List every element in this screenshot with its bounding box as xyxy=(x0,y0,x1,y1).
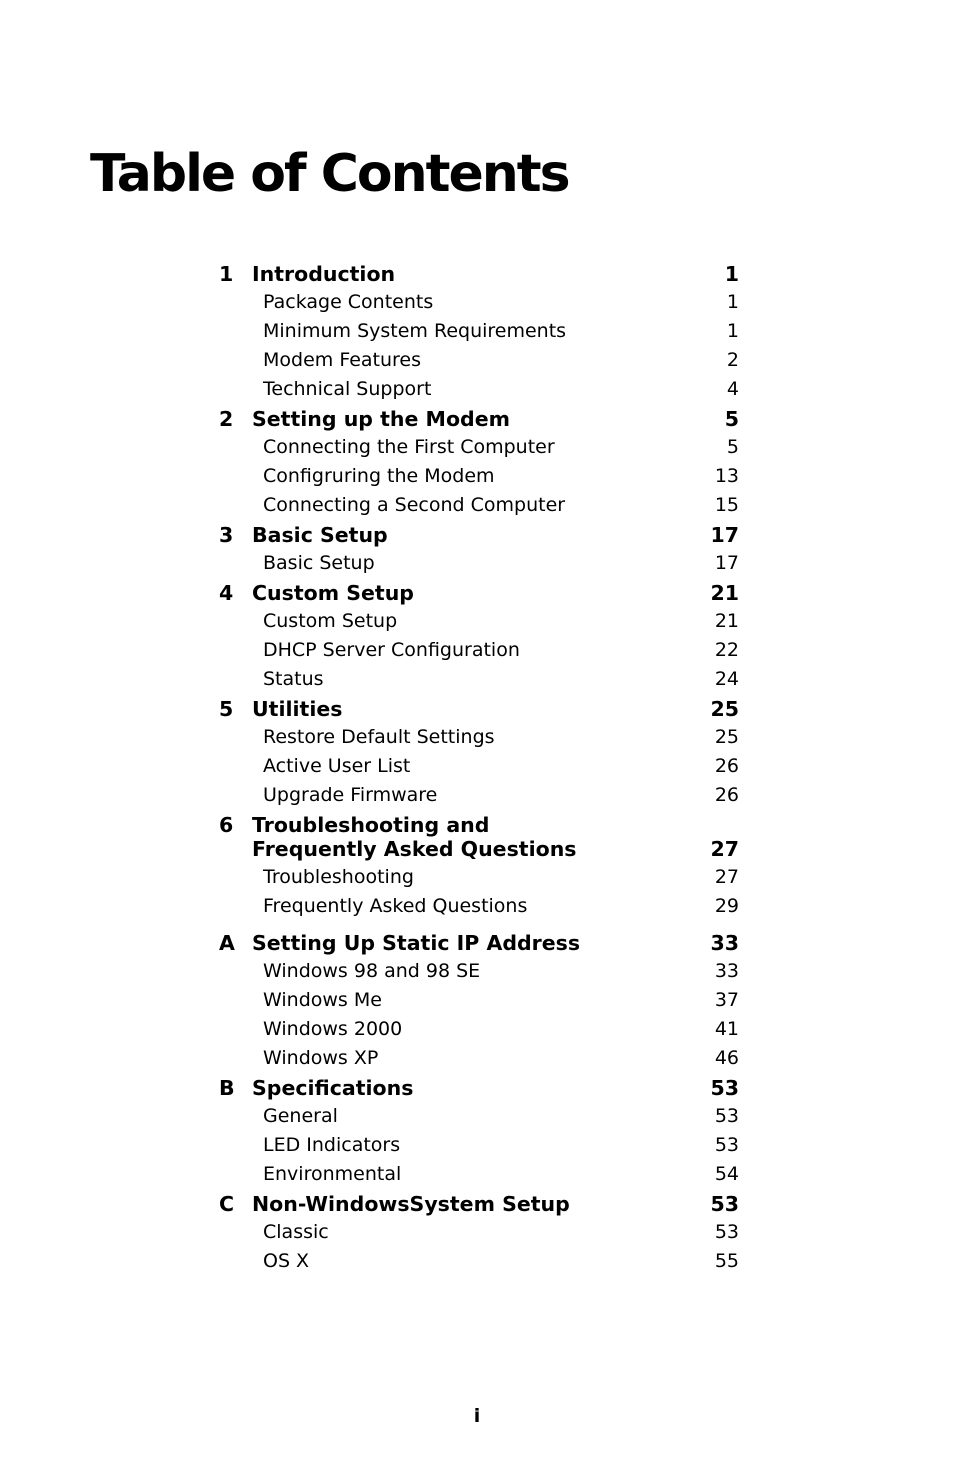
toc-section-entry[interactable] xyxy=(219,1250,739,1274)
toc-section-entry[interactable] xyxy=(219,866,739,890)
section-page-number: 53 xyxy=(714,1221,739,1243)
chapter-number: 5 xyxy=(219,697,234,721)
page-number: i xyxy=(473,1405,481,1427)
section-page-number: 53 xyxy=(714,1134,739,1156)
chapter-number: 1 xyxy=(219,262,234,286)
toc-chapter-entry[interactable] xyxy=(219,697,739,721)
section-page-number: 26 xyxy=(714,784,739,806)
section-page-number: 21 xyxy=(714,610,739,632)
chapter-page-number: 33 xyxy=(710,931,739,955)
section-page-number: 4 xyxy=(726,378,739,400)
section-title: General xyxy=(263,1105,338,1127)
chapter-title: Troubleshooting and xyxy=(252,813,490,837)
chapter-title: Custom Setup xyxy=(252,581,414,605)
section-title: Connecting the First Computer xyxy=(263,436,555,458)
section-title: Windows XP xyxy=(263,1047,379,1069)
section-title: Status xyxy=(263,668,324,690)
section-title: DHCP Server Configuration xyxy=(263,639,520,661)
toc-section-entry[interactable] xyxy=(219,1163,739,1187)
toc-section-entry[interactable] xyxy=(219,291,739,315)
toc-chapter-entry[interactable] xyxy=(219,1076,739,1100)
section-page-number: 2 xyxy=(726,349,739,371)
section-page-number: 29 xyxy=(714,895,739,917)
toc-chapter-entry[interactable] xyxy=(219,581,739,605)
section-title: Package Contents xyxy=(263,291,434,313)
section-page-number: 13 xyxy=(714,465,739,487)
toc-chapter-entry[interactable] xyxy=(219,523,739,547)
section-page-number: 37 xyxy=(714,989,739,1011)
section-title: Basic Setup xyxy=(263,552,375,574)
section-title: OS X xyxy=(263,1250,310,1272)
toc-section-entry[interactable] xyxy=(219,755,739,779)
toc-section-entry[interactable] xyxy=(219,668,739,692)
section-page-number: 55 xyxy=(714,1250,739,1272)
chapter-page-number: 53 xyxy=(710,1192,739,1216)
toc-chapter-entry[interactable] xyxy=(219,407,739,431)
section-page-number: 1 xyxy=(726,320,739,342)
section-page-number: 22 xyxy=(714,639,739,661)
chapter-page-number: 17 xyxy=(710,523,739,547)
section-title: Custom Setup xyxy=(263,610,398,632)
chapter-number: A xyxy=(219,931,235,955)
toc-section-entry[interactable] xyxy=(219,465,739,489)
chapter-page-number: 21 xyxy=(710,581,739,605)
section-page-number: 25 xyxy=(714,726,739,748)
toc-chapter-entry[interactable] xyxy=(219,931,739,955)
toc-section-entry[interactable] xyxy=(219,784,739,808)
chapter-page-number: 27 xyxy=(710,837,739,861)
toc-chapter-entry[interactable] xyxy=(219,1192,739,1216)
section-page-number: 33 xyxy=(714,960,739,982)
chapter-page-number: 25 xyxy=(710,697,739,721)
section-title: Windows Me xyxy=(263,989,382,1011)
chapter-page-number: 5 xyxy=(724,407,739,431)
section-title: Windows 2000 xyxy=(263,1018,403,1040)
toc-section-entry[interactable] xyxy=(219,1047,739,1071)
toc-section-entry[interactable] xyxy=(219,494,739,518)
chapter-number: B xyxy=(219,1076,235,1100)
toc-section-entry[interactable] xyxy=(219,349,739,373)
toc-section-entry[interactable] xyxy=(219,610,739,634)
toc-chapter-entry[interactable] xyxy=(219,262,739,286)
section-page-number: 24 xyxy=(714,668,739,690)
chapter-number: 3 xyxy=(219,523,234,547)
toc-chapter-entry[interactable] xyxy=(219,813,739,861)
section-title: Technical Support xyxy=(263,378,432,400)
chapter-number: 2 xyxy=(219,407,234,431)
toc-section-entry[interactable] xyxy=(219,726,739,750)
section-title: Configruring the Modem xyxy=(263,465,495,487)
section-page-number: 27 xyxy=(714,866,739,888)
section-page-number: 17 xyxy=(714,552,739,574)
toc-section-entry[interactable] xyxy=(219,436,739,460)
chapter-page-number: 1 xyxy=(724,262,739,286)
page-title: Table of Contents xyxy=(90,144,569,204)
section-title: Classic xyxy=(263,1221,329,1243)
chapter-title: Non-WindowsSystem Setup xyxy=(252,1192,570,1216)
chapter-number: 6 xyxy=(219,813,234,837)
section-title: Connecting a Second Computer xyxy=(263,494,566,516)
section-title: Upgrade Firmware xyxy=(263,784,438,806)
section-title: Restore Default Settings xyxy=(263,726,495,748)
section-title: LED Indicators xyxy=(263,1134,401,1156)
chapter-number: C xyxy=(219,1192,235,1216)
toc-section-entry[interactable] xyxy=(219,1018,739,1042)
chapter-title: Introduction xyxy=(252,262,396,286)
section-page-number: 53 xyxy=(714,1105,739,1127)
section-page-number: 1 xyxy=(726,291,739,313)
toc-section-entry[interactable] xyxy=(219,1134,739,1158)
toc-section-entry[interactable] xyxy=(219,895,739,919)
section-title: Environmental xyxy=(263,1163,402,1185)
chapter-title: Basic Setup xyxy=(252,523,388,547)
section-title: Modem Features xyxy=(263,349,422,371)
toc-section-entry[interactable] xyxy=(219,320,739,344)
toc-section-entry[interactable] xyxy=(219,989,739,1013)
section-page-number: 5 xyxy=(726,436,739,458)
toc-section-entry[interactable] xyxy=(219,960,739,984)
chapter-title: Specifications xyxy=(252,1076,414,1100)
toc-section-entry[interactable] xyxy=(219,1221,739,1245)
section-title: Troubleshooting xyxy=(263,866,414,888)
toc-section-entry[interactable] xyxy=(219,1105,739,1129)
section-title: Minimum System Requirements xyxy=(263,320,567,342)
section-title: Active User List xyxy=(263,755,411,777)
chapter-title: Setting up the Modem xyxy=(252,407,510,431)
section-page-number: 15 xyxy=(714,494,739,516)
section-page-number: 41 xyxy=(714,1018,739,1040)
toc-section-entry[interactable] xyxy=(219,378,739,402)
section-title: Windows 98 and 98 SE xyxy=(263,960,481,982)
toc-section-entry[interactable] xyxy=(219,552,739,576)
section-title: Frequently Asked Questions xyxy=(263,895,528,917)
chapter-page-number: 53 xyxy=(710,1076,739,1100)
chapter-title: Utilities xyxy=(252,697,343,721)
toc-section-entry[interactable] xyxy=(219,639,739,663)
section-page-number: 54 xyxy=(714,1163,739,1185)
section-page-number: 26 xyxy=(714,755,739,777)
chapter-title: Setting Up Static IP Address xyxy=(252,931,581,955)
chapter-title: Frequently Asked Questions xyxy=(252,837,577,861)
chapter-number: 4 xyxy=(219,581,234,605)
section-page-number: 46 xyxy=(714,1047,739,1069)
